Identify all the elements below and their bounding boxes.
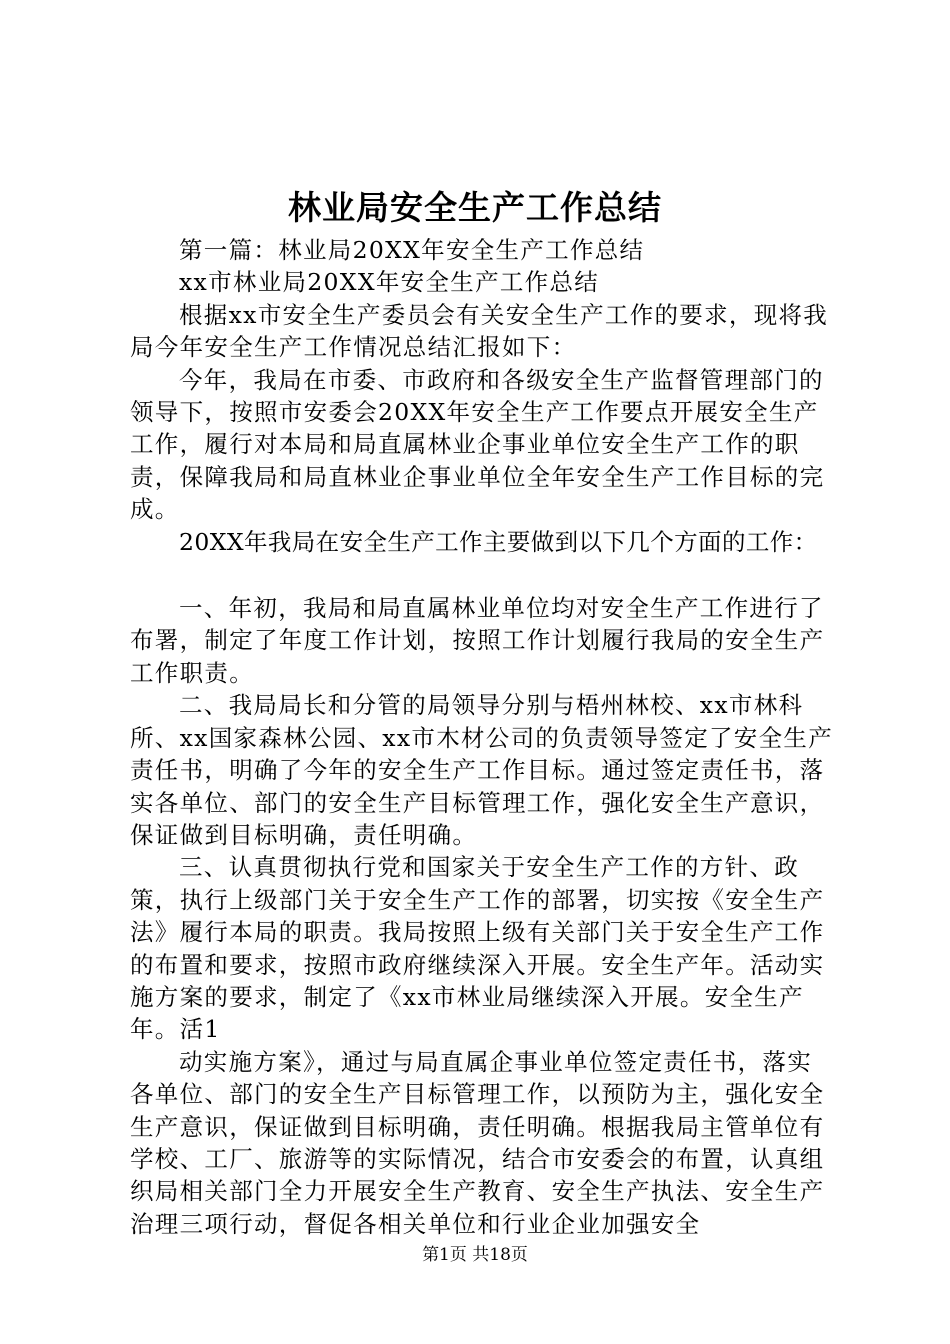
page-footer: 第1页 共18页 [422,1245,528,1265]
paragraph-heading-2: xx市林业局20XX年安全生产工作总结 [179,268,600,297]
paragraph-item-2: 二、我局局长和分管的局领导分别与梧州林校、xx市林科所、xx国家森林公园、xx市木材公司的负责领导签定了安全生产责任书，明确了今年的安全生产工作目标。通过签定责任书，落实各单位、部门的安全生产目标管理工作，强化安全生产意识，保证做到目标明确，责任明确。 [130,691,834,849]
paragraph-work-aspects: 20XX年我局在安全生产工作主要做到以下几个方面的工作： [179,527,818,556]
document-title: 林业局安全生产工作总结 [288,188,662,227]
paragraph-intro: 根据xx市安全生产委员会有关安全生产工作的要求，现将我局今年安全生产工作情况总结汇报如下： [130,300,829,362]
paragraph-item-1: 一、年初，我局和局直属林业单位均对安全生产工作进行了布署，制定了年度工作计划，按照工作计划履行我局的安全生产工作职责。 [130,594,825,687]
paragraph-item-3-continued: 动实施方案》，通过与局直属企事业单位签定责任书，落实各单位、部门的安全生产目标管理工作，以预防为主，强化安全生产意识，保证做到目标明确，责任明确。根据我局主管单位有学校、工厂、旅游等的实际情况，结合市安委会的布置，认真组织局相关部门全力开展安全生产教育、安全生产执法、安全生产治理三项行动，督促各相关单位和行业企业加强安全 [130,1047,825,1238]
paragraph-heading-1: 第一篇：林业局20XX年安全生产工作总结 [179,236,645,264]
document-body [130,234,834,1240]
paragraph-item-3: 三、认真贯彻执行党和国家关于安全生产工作的方针、政策，执行上级部门关于安全生产工作的部署，切实按《安全生产法》履行本局的职责。我局按照上级有关部门关于安全生产工作的布置和要求，按照市政府继续深入开展。安全生产年。活动实施方案的要求，制定了《xx市林业局继续深入开展。安全生产年。活1 [130,853,825,1044]
paragraph-gap [130,558,834,592]
paragraph-this-year: 今年，我局在市委、市政府和各级安全生产监督管理部门的领导下，按照市安委会20XX年安全生产工作要点开展安全生产工作，履行对本局和局直属林业企事业单位安全生产工作的职责，保障我局和局直林业企事业单位全年安全生产工作目标的完成。 [130,365,825,524]
